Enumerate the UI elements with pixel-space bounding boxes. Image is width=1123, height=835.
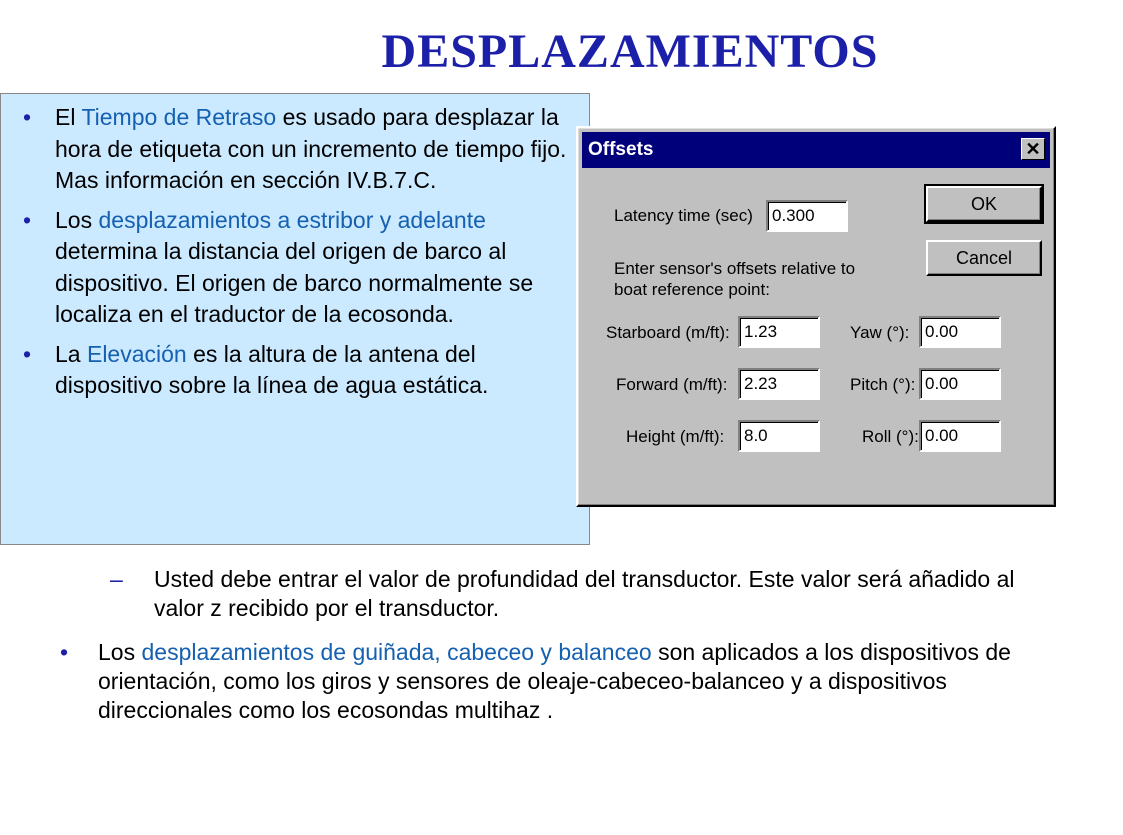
height-label: Height (m/ft):: [626, 427, 725, 446]
roll-label: Roll (°):: [862, 427, 919, 446]
transducer-note: [110, 565, 1050, 623]
bullet-text-post: es la altura de la antena del dispositivo sobre la línea de agua estática.: [55, 340, 489, 398]
bullet-latency: [11, 102, 581, 197]
instructions-line-2: boat reference point:: [614, 280, 770, 299]
orientation-paragraph: [54, 638, 1064, 725]
page-title: DESPLAZAMIENTOS: [381, 25, 879, 78]
close-button[interactable]: ✕: [1021, 138, 1045, 160]
bullet-list: [11, 102, 581, 410]
forward-input[interactable]: 2.23: [738, 368, 820, 400]
yaw-input[interactable]: 0.00: [919, 316, 1001, 348]
bullet-text-post: es usado para desplazar la hora de etiqueta con un incremento de tiempo fijo. Mas información en sección IV.B.7.C.: [55, 104, 567, 193]
bullet-marker: •: [23, 340, 32, 367]
dash-marker: –: [110, 566, 123, 592]
offsets-dialog: [576, 126, 1056, 507]
bullet-text-pre: Los: [55, 206, 99, 233]
bullet-text-pre: El: [55, 104, 82, 130]
bullet-text-post: determina la distancia del origen de barco al dispositivo. El origen de barco normalmente se localiza en el traductor de la ecosonda.: [55, 238, 534, 327]
bullet-highlight: Elevación: [86, 340, 187, 367]
bullet-text-pre: La: [55, 340, 87, 367]
bullet-elevation: [11, 339, 581, 402]
latency-input[interactable]: 0.300: [766, 200, 848, 232]
cancel-button[interactable]: Cancel: [926, 240, 1042, 276]
ok-button[interactable]: OK: [926, 186, 1042, 222]
forward-label: Forward (m/ft):: [616, 375, 728, 394]
bullet-highlight: Tiempo de Retraso: [81, 104, 277, 130]
orientation-text: [98, 638, 1064, 725]
bullet-marker: •: [23, 104, 32, 130]
starboard-input[interactable]: 1.23: [738, 316, 820, 348]
pitch-label: Pitch (°):: [850, 375, 916, 394]
dialog-title: Offsets: [588, 139, 654, 160]
dialog-titlebar[interactable]: [582, 132, 1050, 168]
latency-label: Latency time (sec): [614, 206, 753, 225]
orientation-pre: Los: [98, 639, 142, 665]
transducer-note-text: Usted debe entrar el valor de profundidad del transductor. Este valor será añadido al valor z recibido por el transductor.: [154, 566, 1015, 621]
bullet-offsets: [11, 205, 581, 331]
pitch-input[interactable]: 0.00: [919, 368, 1001, 400]
bullet-highlight: desplazamientos a estribor y adelante: [98, 206, 486, 233]
bullet-marker: •: [23, 206, 32, 233]
roll-input[interactable]: 0.00: [919, 420, 1001, 452]
starboard-label: Starboard (m/ft):: [606, 323, 730, 342]
orientation-post: son aplicados a los dispositivos de orientación, como los giros y sensores de oleaje-cabeceo-balanceo y a dispositivos direccionales como los ecosondas multihaz .: [98, 639, 1011, 723]
orientation-highlight: desplazamientos de guiñada, cabeceo y balanceo: [141, 639, 652, 665]
yaw-label: Yaw (°):: [850, 323, 910, 342]
bullet-marker: •: [60, 639, 69, 665]
info-box: [0, 93, 590, 545]
height-input[interactable]: 8.0: [738, 420, 820, 452]
instructions-line-1: Enter sensor's offsets relative to: [614, 259, 856, 278]
